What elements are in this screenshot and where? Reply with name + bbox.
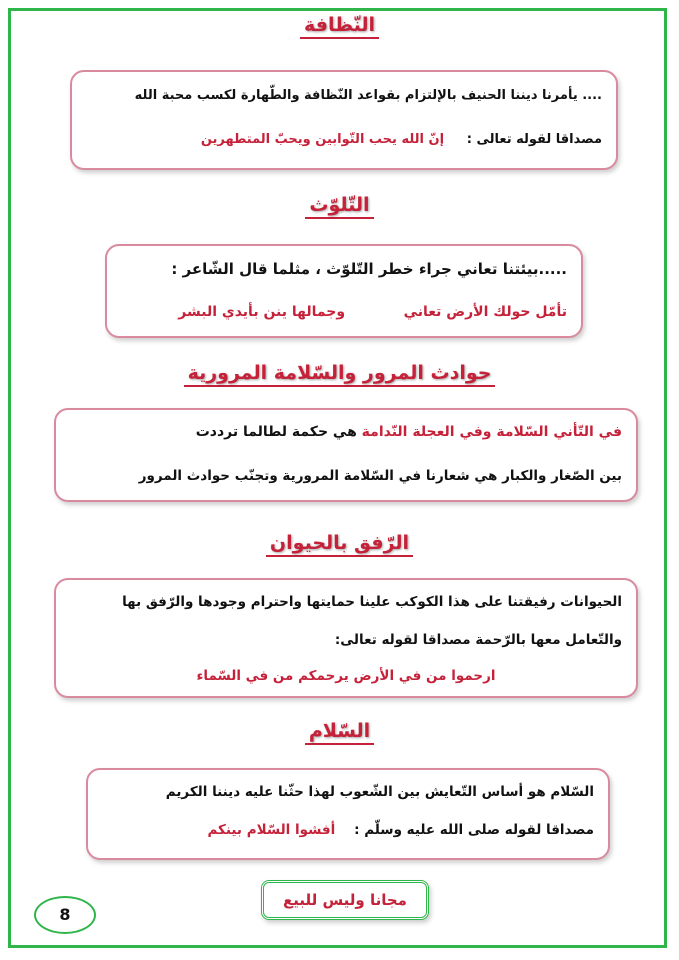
box-peace — [86, 768, 610, 860]
animals-quote: ارحموا من في الأرض يرحمكم من في السّماء — [196, 668, 496, 684]
pollution-line-1: .....بيئتنا تعاني جراء خطر التّلوّث ، مثلما قال الشّاعر : — [171, 260, 567, 278]
box-pollution — [105, 244, 583, 338]
animals-line-2: والتّعامل معها بالرّحمة مصداقا لقوله تعالى: — [334, 632, 622, 648]
pollution-poem: تأمّل حولك الأرض تعاني وجمالها ينن بأيدي البشر — [178, 304, 567, 320]
section-title-peace: السّلام — [0, 720, 679, 742]
section-title-traffic: حوادث المرور والسّلامة المرورية — [0, 362, 679, 384]
traffic-line-2: بين الصّغار والكبار هي شعارنا في السّلامة المرورية وتجنّب حوادث المرور — [138, 468, 622, 484]
section-title-cleanliness: النّظافة — [0, 14, 679, 36]
cleanliness-line-1: .... يأمرنا ديننا الحنيف بالإلتزام بقواعد النّظافة والطّهارة لكسب محبة الله — [134, 88, 602, 103]
cleanliness-line-2: مصداقا لقوله تعالى : إنّ الله يحب التّوابين ويحبّ المتطهرين — [200, 132, 602, 147]
free-not-for-sale-note: مجانا وليس للبيع — [261, 880, 429, 920]
section-title-animals: الرّفق بالحيوان — [0, 532, 679, 554]
peace-line-1: السّلام هو أساس التّعايش بين الشّعوب لهذا حثّنا عليه ديننا الكريم — [165, 784, 594, 800]
section-title-pollution: التّلوّث — [0, 194, 679, 216]
box-traffic — [54, 408, 638, 502]
traffic-line-1: في التّأني السّلامة وفي العجلة النّدامة هي حكمة لطالما ترددت — [195, 424, 622, 440]
animals-line-1: الحيوانات رفيقتنا على هذا الكوكب علينا حمايتها واحترام وجودها والرّفق بها — [122, 594, 622, 610]
peace-line-2: مصداقا لقوله صلى الله عليه وسلّم : أفشوا السّلام بينكم — [207, 822, 594, 838]
box-animals — [54, 578, 638, 698]
page-number: 8 — [34, 896, 96, 934]
box-cleanliness — [70, 70, 618, 170]
